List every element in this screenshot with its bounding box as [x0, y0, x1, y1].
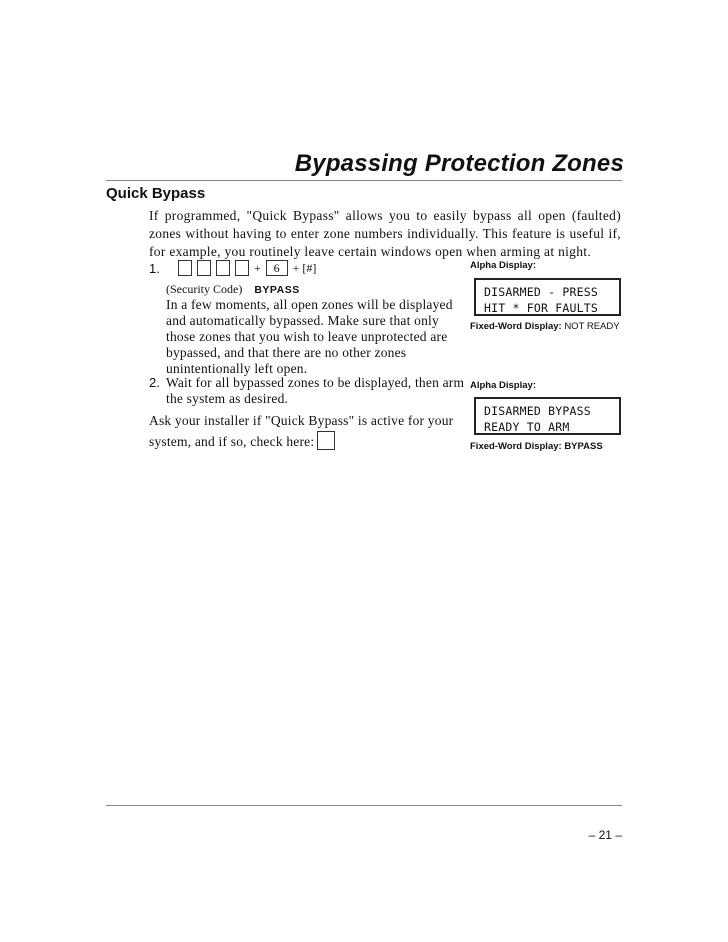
installer-note-line2: system, and if so, check here: — [149, 434, 315, 449]
alpha-display-label-2: Alpha Display: — [470, 380, 536, 391]
step1-description — [166, 297, 466, 377]
code-digit-box — [197, 260, 211, 276]
alpha-display-label-1: Alpha Display: — [470, 260, 536, 271]
installer-note-line1: Ask your installer if "Quick Bypass" is active for your — [149, 413, 454, 428]
footer-divider — [106, 805, 622, 806]
step2-line: the system as desired. — [166, 391, 289, 406]
code-digit-box — [178, 260, 192, 276]
title-divider — [106, 180, 622, 181]
key-six-box: 6 — [266, 260, 288, 276]
step1-line: and automatically bypassed. Make sure that only — [166, 313, 439, 328]
code-digit-box — [216, 260, 230, 276]
intro-paragraph: If programmed, "Quick Bypass" allows you to easily bypass all open (faulted) zones without having to enter zone numbers individually. This feature is useful if, for example, you routinely leave certain windows open when arming at night. — [149, 208, 621, 259]
step1-key-sequence — [149, 259, 316, 277]
security-code-caption — [166, 282, 300, 297]
alpha-lcd-display-1 — [474, 278, 621, 316]
installer-note — [149, 410, 469, 452]
fixed-word-label: Fixed-Word Display: — [470, 441, 562, 452]
step2-number: 2. — [149, 375, 160, 390]
lcd-line: DISARMED - PRESS — [484, 285, 598, 299]
section-heading: Quick Bypass — [106, 185, 206, 202]
alpha-lcd-display-2 — [474, 397, 621, 435]
plus-pound: + [#] — [292, 260, 317, 275]
lcd-line: READY TO ARM — [484, 420, 570, 434]
quick-bypass-checkbox[interactable] — [317, 431, 335, 450]
fixed-word-value: NOT READY — [564, 321, 620, 332]
fixed-word-label: Fixed-Word Display: — [470, 321, 562, 332]
code-digit-box — [235, 260, 249, 276]
fixed-word-display-2 — [470, 441, 603, 452]
step2-line: Wait for all bypassed zones to be displayed, then arm — [166, 375, 465, 390]
step2 — [149, 375, 469, 407]
page-number: – 21 – — [588, 828, 622, 842]
step1-line: unintentionally left open. — [166, 361, 308, 376]
step1-line: In a few moments, all open zones will be displayed — [166, 297, 453, 312]
fixed-word-display-1 — [470, 321, 620, 332]
step1-number: 1. — [149, 260, 160, 276]
page-title: Bypassing Protection Zones — [294, 150, 624, 177]
security-code-label: (Security Code) — [166, 282, 243, 296]
fixed-word-value: BYPASS — [564, 441, 603, 452]
lcd-line: DISARMED BYPASS — [484, 404, 591, 418]
step1-line: bypassed, and that there are no other zones — [166, 345, 407, 360]
lcd-line: HIT * FOR FAULTS — [484, 301, 598, 315]
plus-sign: + — [253, 260, 261, 275]
step1-line: those zones that you wish to leave unprotected are — [166, 329, 448, 344]
bypass-key-label: BYPASS — [254, 284, 300, 296]
